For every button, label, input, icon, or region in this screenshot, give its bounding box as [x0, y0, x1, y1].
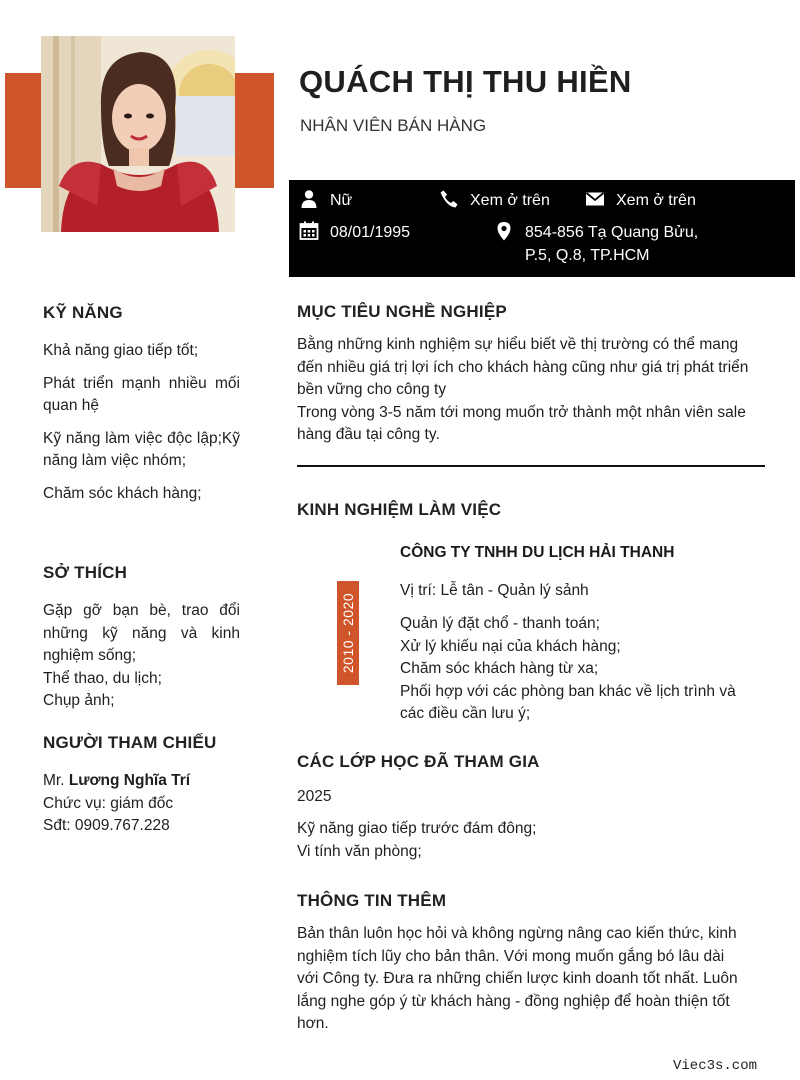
- skill-item: Khả năng giao tiếp tốt;: [43, 342, 199, 359]
- experience-company: CÔNG TY TNHH DU LỊCH HẢI THANH: [400, 544, 675, 561]
- objective-line: Bằng những kinh nghiệm sự hiểu biết về thị trường có thể mang đến nhiều giá trị lợi ích cho khách hàng cũng như giá trị phát triển bền vững cho công ty: [297, 336, 749, 398]
- profile-photo: [41, 36, 235, 232]
- candidate-name: QUÁCH THỊ THU HIỀN: [299, 64, 632, 99]
- hobby-item: Gặp gỡ bạn bè, trao đổi những kỹ năng và kinh nghiệm sống;: [43, 602, 240, 664]
- courses-year: 2025: [297, 788, 332, 805]
- experience-period-badge: [337, 581, 359, 685]
- contact-phone: [439, 189, 550, 212]
- address-value: 854-856 Tạ Quang Bửu, P.5, Q.8, TP.HCM: [525, 224, 699, 264]
- hobbies-list: [43, 600, 240, 713]
- accent-block-left: [5, 73, 42, 188]
- location-pin-icon: [494, 221, 514, 241]
- skill-item: Chăm sóc khách hàng;: [43, 484, 202, 502]
- section-divider: [297, 465, 765, 467]
- contact-dob: [299, 221, 410, 244]
- duty-item: Quản lý đặt chổ - thanh toán;: [400, 615, 600, 632]
- objective-line: Trong vòng 3-5 năm tới mong muốn trở thành một nhân viên sale hàng đầu tại công ty.: [297, 403, 746, 443]
- footer-brand: Viec3s.com: [673, 1058, 758, 1074]
- skill-item: Kỹ năng làm việc độc lập;Kỹ năng làm việc nhóm;: [43, 429, 240, 469]
- job-title: NHÂN VIÊN BÁN HÀNG: [300, 116, 487, 135]
- experience-period: 2010 - 2020: [340, 592, 357, 674]
- reference-block: [43, 770, 240, 838]
- email-value: Xem ở trên: [616, 192, 696, 209]
- reference-phone: Sđt: 0909.767.228: [43, 817, 170, 834]
- contact-address: [494, 221, 725, 267]
- envelope-icon: [585, 189, 605, 209]
- reference-prefix: Mr.: [43, 772, 65, 789]
- accent-block-right: [233, 73, 274, 188]
- courses-title: CÁC LỚP HỌC ĐÃ THAM GIA: [297, 752, 540, 771]
- reference-position: Chức vụ: giám đốc: [43, 794, 174, 812]
- duty-item: Phối hợp với các phòng ban khác về lịch trình và các điều cần lưu ý;: [400, 682, 736, 722]
- skill-item: Phát triển mạnh nhiều mối quan hệ: [43, 374, 240, 414]
- duty-item: Xử lý khiếu nại của khách hàng;: [400, 637, 621, 655]
- objective-title: MỤC TIÊU NGHỀ NGHIỆP: [297, 302, 507, 321]
- experience-position: Vị trí: Lễ tân - Quản lý sảnh: [400, 582, 589, 599]
- objective-text: [297, 334, 767, 447]
- reference-title: NGƯỜI THAM CHIẾU: [43, 733, 217, 752]
- dob-value: 08/01/1995: [330, 224, 411, 241]
- hobby-item: Thể thao, du lịch;: [43, 669, 162, 687]
- skills-title: KỸ NĂNG: [43, 303, 123, 322]
- reference-name: Lương Nghĩa Trí: [68, 772, 191, 789]
- hobby-item: Chụp ảnh;: [43, 692, 115, 709]
- person-icon: [299, 189, 319, 209]
- additional-text: Bản thân luôn học hỏi và không ngừng nâng cao kiến thức, kinh nghiệm tích lũy cho bản thân. Với mong muốn gắng bó lâu dài với Công ty. Đưa ra những chiến lược kinh doanh tốt nhất. Luôn lắng nghe góp ý từ khách hàng - đồng nghiệp để hoàn thiện tốt hơn.: [297, 925, 738, 1032]
- phone-icon: [439, 189, 459, 209]
- reference-name-line: [43, 770, 240, 793]
- hobbies-title: SỞ THÍCH: [43, 563, 128, 582]
- gender-value: Nữ: [330, 192, 353, 209]
- duty-item: Chăm sóc khách hàng từ xa;: [400, 660, 599, 677]
- additional-title: THÔNG TIN THÊM: [297, 891, 447, 910]
- experience-duties: [400, 613, 750, 726]
- phone-value: Xem ở trên: [470, 192, 550, 209]
- skills-list: [43, 340, 240, 505]
- course-item: Kỹ năng giao tiếp trước đám đông;: [297, 820, 537, 837]
- contact-info-bar: [289, 180, 795, 277]
- courses-list: [297, 818, 767, 863]
- contact-gender: [299, 189, 352, 212]
- calendar-icon: [299, 221, 319, 241]
- course-item: Vi tính văn phòng;: [297, 842, 422, 860]
- experience-title: KINH NGHIỆM LÀM VIỆC: [297, 500, 502, 519]
- contact-email: [585, 189, 696, 212]
